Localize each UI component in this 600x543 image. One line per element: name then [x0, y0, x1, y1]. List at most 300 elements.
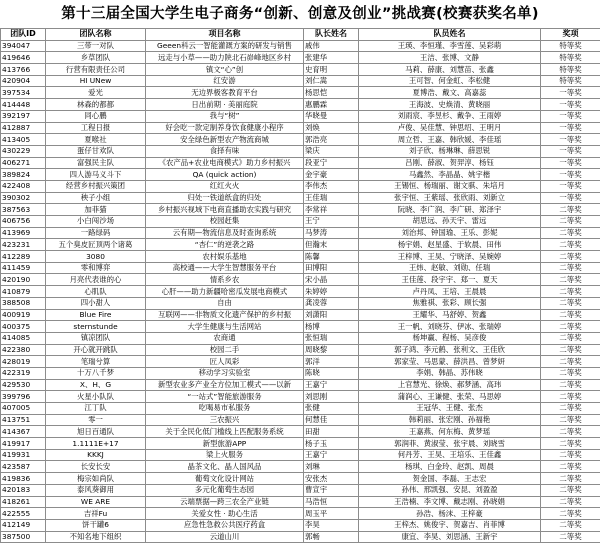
table-row: [1, 227, 600, 239]
cell-team-id: 397534: [1, 87, 46, 99]
cell-project-name: 应急性急救公共医疗药盒: [146, 519, 304, 531]
cell-team-id: 389824: [1, 169, 46, 181]
cell-team-id: 419646: [1, 52, 46, 64]
cell-leader-name: 梁庆: [304, 145, 359, 157]
cell-leader-name: 李昊: [304, 519, 359, 531]
cell-member-names: 韩莉丽、张宏刚、孙福艳: [359, 414, 541, 426]
cell-leader-name: 杨博: [304, 321, 359, 333]
cell-team-name: 四小甜人: [46, 297, 146, 309]
cell-team-name: 富强民主队: [46, 157, 146, 169]
cell-award: 二等奖: [541, 473, 600, 485]
cell-team-id: 419836: [1, 473, 46, 485]
cell-team-name: 行营有限责任公司: [46, 64, 146, 76]
cell-team-id: 413969: [1, 227, 46, 239]
cell-team-name: 不知名地下组织: [46, 531, 146, 543]
table-row: [1, 391, 600, 403]
cell-member-names: 杨宇娟、赵星盛、于软晨、田伟: [359, 239, 541, 251]
cell-leader-name: 何慧佳: [304, 414, 359, 426]
cell-member-names: 上官慧光、徐焕、郝梦涵、高玮: [359, 379, 541, 391]
cell-team-name: KKKJ: [46, 449, 146, 461]
cell-award: 特等奖: [541, 40, 600, 52]
cell-project-name: 大学生健康与生活网站: [146, 321, 304, 333]
cell-project-name: 云端票据—跨三农全产业链: [146, 496, 304, 508]
cell-leader-name: 王宁: [304, 216, 359, 228]
cell-project-name: 镇文“心”创: [146, 64, 304, 76]
cell-member-names: 郭子鸿、李元鹤、张利文、王佳欣: [359, 344, 541, 356]
table-row: [1, 356, 600, 368]
cell-member-names: 李娟、韩晶、苏伟晓: [359, 367, 541, 379]
cell-award: 二等奖: [541, 403, 600, 415]
cell-team-id: 423231: [1, 239, 46, 251]
cell-award: 二等奖: [541, 297, 600, 309]
cell-member-names: 王浩楠、李文博、戴志刚、孙晓娟: [359, 496, 541, 508]
table-row: [1, 134, 600, 146]
table-row: [1, 297, 600, 309]
cell-member-names: 吕刚、薛淑、贺羿淳、杨钰: [359, 157, 541, 169]
cell-leader-name: 华晓曼: [304, 110, 359, 122]
cell-member-names: 王锡恒、杨瑞丽、谢文骐、朱培月: [359, 180, 541, 192]
cell-award: 特等奖: [541, 52, 600, 64]
cell-team-id: 411459: [1, 262, 46, 274]
cell-team-name: 零和博弈: [46, 262, 146, 274]
cell-team-id: 400375: [1, 321, 46, 333]
cell-team-id: 387500: [1, 531, 46, 543]
cell-member-names: 刘子欣、杨琳琳、薛思锐: [359, 145, 541, 157]
cell-project-name: 远走与小草——助力陕北石峁峰地区乡村: [146, 52, 304, 64]
cell-team-name: 长安长安: [46, 461, 146, 473]
cell-team-id: 420904: [1, 75, 46, 87]
cell-leader-name: 陈馨: [304, 251, 359, 263]
cell-team-name: 五个臭皮匠顶两个诸葛: [46, 239, 146, 251]
table-row: [1, 508, 600, 520]
cell-team-id: 400919: [1, 309, 46, 321]
cell-award: 二等奖: [541, 344, 600, 356]
cell-project-name: 我与“树”: [146, 110, 304, 122]
cell-leader-name: 杨子玉: [304, 438, 359, 450]
table-row: [1, 403, 600, 415]
cell-team-name: 加菲猫: [46, 204, 146, 216]
cell-team-name: 心肌队: [46, 286, 146, 298]
cell-project-name: 高校通——大学生智慧服务平台: [146, 262, 304, 274]
cell-team-id: 423587: [1, 461, 46, 473]
cell-team-id: 410879: [1, 286, 46, 298]
cell-award: 二等奖: [541, 438, 600, 450]
cell-team-id: 422319: [1, 367, 46, 379]
cell-leader-name: 张健: [304, 403, 359, 415]
cell-leader-name: 周晓黎: [304, 344, 359, 356]
table-row: [1, 251, 600, 263]
cell-team-name: sternstunde: [46, 321, 146, 333]
cell-team-id: 390302: [1, 192, 46, 204]
cell-member-names: 康宜、李昊、刘思涵、王新宇: [359, 531, 541, 543]
cell-award: 一等奖: [541, 122, 600, 134]
cell-team-id: 413405: [1, 134, 46, 146]
cell-team-name: 吉祥Fu: [46, 508, 146, 520]
cell-member-names: 王嘉燕、何东梅、黄梦瑶: [359, 426, 541, 438]
cell-project-name: Geeen科云一智能灌溉方案的研发与销售: [146, 40, 304, 52]
cell-award: 一等奖: [541, 99, 600, 111]
cell-team-name: 同心鹏: [46, 110, 146, 122]
cell-project-name: 互联网——非物质文化遗产保护的乡村振: [146, 309, 304, 321]
table-row: [1, 274, 600, 286]
cell-team-name: 夏喉社: [46, 134, 146, 146]
cell-leader-name: 刘潇阳: [304, 309, 359, 321]
award-table: [0, 28, 600, 543]
cell-leader-name: 马梦涛: [304, 227, 359, 239]
cell-leader-name: 郭洋: [304, 356, 359, 368]
cell-team-id: 422380: [1, 344, 46, 356]
table-row: [1, 414, 600, 426]
cell-member-names: 王梓博、王昊、宁晓泽、吴婉婷: [359, 251, 541, 263]
cell-project-name: 自由: [146, 297, 304, 309]
cell-team-name: 开心就开跳队: [46, 344, 146, 356]
cell-team-name: 月亮代表谁的心: [46, 274, 146, 286]
cell-project-name: 心肝——助力新疆哈密瓜发展电商模式: [146, 286, 304, 298]
cell-leader-name: 周玉平: [304, 508, 359, 520]
cell-team-name: 镇凉团队: [46, 332, 146, 344]
table-row: [1, 216, 600, 228]
cell-team-id: 422408: [1, 180, 46, 192]
cell-team-name: HI UNew: [46, 75, 146, 87]
table-row: [1, 438, 600, 450]
table-row: [1, 449, 600, 461]
cell-leader-name: 杨思恺: [304, 87, 359, 99]
cell-team-id: 419917: [1, 438, 46, 450]
cell-team-id: 418261: [1, 496, 46, 508]
cell-team-id: 412149: [1, 519, 46, 531]
cell-member-names: 王炜、赵敏、刘勋、任瑞: [359, 262, 541, 274]
cell-team-id: 394047: [1, 40, 46, 52]
cell-project-name: 匠人凤彩: [146, 356, 304, 368]
cell-team-name: 旭日百通队: [46, 426, 146, 438]
cell-award: 二等奖: [541, 461, 600, 473]
cell-award: 二等奖: [541, 239, 600, 251]
cell-award: 二等奖: [541, 379, 600, 391]
cell-member-names: 马莉、薛康、刘慧苗、张鑫: [359, 64, 541, 76]
header-leader-name: 队长姓名: [304, 29, 359, 41]
table-row: [1, 344, 600, 356]
table-row: [1, 145, 600, 157]
cell-member-names: 何丹芳、王昊、王培乐、王佳鑫: [359, 449, 541, 461]
cell-team-id: 414448: [1, 99, 46, 111]
cell-team-name: 十万八千梦: [46, 367, 146, 379]
cell-team-id: 430229: [1, 145, 46, 157]
cell-project-name: 农商通: [146, 332, 304, 344]
cell-project-name: 新型旅游APP: [146, 438, 304, 450]
cell-leader-name: 刘琳: [304, 461, 359, 473]
cell-project-name: 校园赶集: [146, 216, 304, 228]
cell-leader-name: 李伟杰: [304, 180, 359, 192]
cell-member-names: 杨坤赢、程杨、吴彦俊: [359, 332, 541, 344]
table-row: [1, 204, 600, 216]
cell-award: 一等奖: [541, 157, 600, 169]
cell-leader-name: 陈晓: [304, 367, 359, 379]
table-row: [1, 286, 600, 298]
cell-project-name: 三农振兴: [146, 414, 304, 426]
cell-team-name: 林森的都都: [46, 99, 146, 111]
cell-project-name: 乡村振兴视域下电商直播助农实践与研究: [146, 204, 304, 216]
cell-award: 二等奖: [541, 508, 600, 520]
cell-leader-name: 刘思刚: [304, 391, 359, 403]
table-row: [1, 64, 600, 76]
cell-leader-name: 李常祥: [304, 204, 359, 216]
cell-project-name: 梁上火服务: [146, 449, 304, 461]
cell-member-names: 贺金国、李磊、王志宏: [359, 473, 541, 485]
cell-member-names: 王佳莲、段宇宇、郑一、夏天: [359, 274, 541, 286]
table-row: [1, 87, 600, 99]
cell-project-name: 吃喝易市私服务: [146, 403, 304, 415]
cell-team-id: 412289: [1, 251, 46, 263]
cell-project-name: 红红火火: [146, 180, 304, 192]
cell-member-names: 王一帆、刘晓芬、伊冰、张瑞婷: [359, 321, 541, 333]
cell-member-names: 张宇恒、王紫瑶、张欣雨、刘新立: [359, 192, 541, 204]
table-row: [1, 262, 600, 274]
table-row: [1, 484, 600, 496]
cell-award: 二等奖: [541, 414, 600, 426]
cell-leader-name: 张恒瑞: [304, 332, 359, 344]
table-row: [1, 519, 600, 531]
cell-award: 二等奖: [541, 332, 600, 344]
cell-team-id: 414085: [1, 332, 46, 344]
cell-leader-name: 王嘉宁: [304, 379, 359, 391]
cell-team-name: WE ARE: [46, 496, 146, 508]
cell-leader-name: 刘仁嵩: [304, 75, 359, 87]
cell-project-name: 关爱女性 · 助心生活: [146, 508, 304, 520]
table-row: [1, 461, 600, 473]
cell-project-name: 《农产品+农业电商模式》助力乡村振兴: [146, 157, 304, 169]
cell-leader-name: 田博阳: [304, 262, 359, 274]
cell-award: 二等奖: [541, 367, 600, 379]
cell-project-name: “杏仁”的逆袭之路: [146, 239, 304, 251]
cell-project-name: 云道山川: [146, 531, 304, 543]
cell-team-name: 江丁队: [46, 403, 146, 415]
cell-award: 特等奖: [541, 75, 600, 87]
cell-team-id: 407005: [1, 403, 46, 415]
cell-team-id: 392197: [1, 110, 46, 122]
table-row: [1, 169, 600, 181]
cell-team-id: 406271: [1, 157, 46, 169]
table-row: [1, 122, 600, 134]
table-row: [1, 157, 600, 169]
cell-leader-name: 安张杰: [304, 473, 359, 485]
cell-team-id: 412887: [1, 122, 46, 134]
table-row: [1, 332, 600, 344]
cell-award: 二等奖: [541, 216, 600, 228]
cell-team-name: 3080: [46, 251, 146, 263]
table-row: [1, 309, 600, 321]
cell-award: 二等奖: [541, 391, 600, 403]
cell-project-name: 无边界极客教育平台: [146, 87, 304, 99]
cell-project-name: 红安游: [146, 75, 304, 87]
cell-project-name: 葡萄文化设计网站: [146, 473, 304, 485]
cell-award: 一等奖: [541, 192, 600, 204]
cell-award: 一等奖: [541, 87, 600, 99]
cell-project-name: 晶茶文化、晶人国风品: [146, 461, 304, 473]
cell-award: 二等奖: [541, 356, 600, 368]
cell-member-names: 卢丹凤、王培、王晨晨: [359, 286, 541, 298]
cell-member-names: 孙伟、邢凯强、安昆、刘盈盈: [359, 484, 541, 496]
cell-member-names: 王耀华、马舒婷、贺鑫: [359, 309, 541, 321]
cell-project-name: 安全绿色新型农产物流商城: [146, 134, 304, 146]
cell-project-name: 多元化葡萄生态园: [146, 484, 304, 496]
cell-team-id: 388508: [1, 297, 46, 309]
cell-member-names: 郭润菲、黄淑莹、张宇晨、刘晓雪: [359, 438, 541, 450]
cell-project-name: 农村娱乐基地: [146, 251, 304, 263]
cell-award: 二等奖: [541, 321, 600, 333]
cell-team-id: 399796: [1, 391, 46, 403]
table-row: [1, 496, 600, 508]
table-body: [1, 40, 600, 543]
cell-leader-name: 马浩恒: [304, 496, 359, 508]
cell-team-id: 413751: [1, 414, 46, 426]
cell-award: 二等奖: [541, 309, 600, 321]
table-row: [1, 110, 600, 122]
cell-leader-name: 郭畅: [304, 531, 359, 543]
cell-award: 一等奖: [541, 180, 600, 192]
cell-team-id: 420183: [1, 484, 46, 496]
cell-project-name: 情系乡农: [146, 274, 304, 286]
cell-team-id: 406756: [1, 216, 46, 228]
cell-project-name: 校园二手: [146, 344, 304, 356]
cell-member-names: 王洁、张博、文静: [359, 52, 541, 64]
table-row: [1, 321, 600, 333]
cell-team-id: 429530: [1, 379, 46, 391]
cell-member-names: 杨琪、白金玲、赵凯、周晨: [359, 461, 541, 473]
cell-project-name: 移动学习实验室: [146, 367, 304, 379]
cell-team-name: 四人游马义斗下: [46, 169, 146, 181]
cell-team-name: 零一: [46, 414, 146, 426]
cell-leader-name: 龚凌蓉: [304, 297, 359, 309]
cell-leader-name: 刘焕: [304, 122, 359, 134]
header-project-name: 项目名称: [146, 29, 304, 41]
cell-team-id: 420190: [1, 274, 46, 286]
cell-team-id: 428019: [1, 356, 46, 368]
cell-leader-name: 郭浩亮: [304, 134, 359, 146]
table-row: [1, 52, 600, 64]
cell-award: 二等奖: [541, 262, 600, 274]
cell-award: 二等奖: [541, 251, 600, 263]
cell-team-id: 387563: [1, 204, 46, 216]
cell-leader-name: 王嘉宁: [304, 449, 359, 461]
table-row: [1, 426, 600, 438]
cell-award: 一等奖: [541, 145, 600, 157]
cell-leader-name: 惠鹏霖: [304, 99, 359, 111]
cell-award: 二等奖: [541, 496, 600, 508]
table-row: [1, 531, 600, 543]
cell-member-names: 蒲润心、王谦健、张荣、马思婷: [359, 391, 541, 403]
cell-award: 二等奖: [541, 484, 600, 496]
cell-award: 二等奖: [541, 204, 600, 216]
cell-member-names: 郭家莹、马思蒙、薛洪昌、曾梦妍: [359, 356, 541, 368]
cell-award: 二等奖: [541, 426, 600, 438]
cell-award: 二等奖: [541, 531, 600, 543]
cell-leader-name: 曹宣宇: [304, 484, 359, 496]
table-row: [1, 192, 600, 204]
cell-leader-name: 王佳瑞: [304, 192, 359, 204]
cell-team-id: 422555: [1, 508, 46, 520]
cell-leader-name: 金宇豪: [304, 169, 359, 181]
cell-leader-name: 朱婷婷: [304, 286, 359, 298]
cell-member-names: 焦雅祺、张彩、顾长强: [359, 297, 541, 309]
cell-member-names: 刘雨宸、李昱杉、戴争、王雨婷: [359, 110, 541, 122]
header-row: [1, 29, 600, 41]
cell-award: 二等奖: [541, 227, 600, 239]
cell-project-name: QA (quick action): [146, 169, 304, 181]
cell-project-name: 日出前期 · 美丽庭院: [146, 99, 304, 111]
table-row: [1, 379, 600, 391]
cell-team-id: 419931: [1, 449, 46, 461]
cell-member-names: 王梓杰、姚俊宇、贺嘉吉、肖菲博: [359, 519, 541, 531]
table-row: [1, 239, 600, 251]
cell-member-names: 王瑛、李恒瑾、李雪莲、吴彩萌: [359, 40, 541, 52]
cell-award: 一等奖: [541, 110, 600, 122]
cell-award: 二等奖: [541, 519, 600, 531]
cell-award: 一等奖: [541, 169, 600, 181]
table-row: [1, 367, 600, 379]
cell-member-names: 周立哲、王嘉、韩欣媛、李佳瑶: [359, 134, 541, 146]
cell-member-names: 刘治邦、钟国瑜、王乐、彭妮: [359, 227, 541, 239]
cell-team-name: 1.1111E+17: [46, 438, 146, 450]
header-award: 奖项: [541, 29, 600, 41]
cell-leader-name: 宋小晶: [304, 274, 359, 286]
cell-team-name: 饼干罐6: [46, 519, 146, 531]
cell-leader-name: 段亚宁: [304, 157, 359, 169]
cell-team-id: 413766: [1, 64, 46, 76]
cell-member-names: 王可智、何金虹、李松健: [359, 75, 541, 87]
cell-team-name: 爱光: [46, 87, 146, 99]
header-team-id: 团队ID: [1, 29, 46, 41]
cell-project-name: 云有期—物流信息及时查询系统: [146, 227, 304, 239]
table-row: [1, 99, 600, 111]
cell-project-name: 好会吃一款定制养身饮食健康小程序: [146, 122, 304, 134]
cell-member-names: 孙浩、杨沫、王梓豪: [359, 508, 541, 520]
cell-member-names: 卢俊、吴佳慧、钟思绍、王明月: [359, 122, 541, 134]
cell-member-names: 王海波、史焕清、黄晓丽: [359, 99, 541, 111]
header-member-names: 队员姓名: [359, 29, 541, 41]
cell-team-name: 一路绿码: [46, 227, 146, 239]
cell-team-name: 乡草团队: [46, 52, 146, 64]
cell-project-name: 食择有味: [146, 145, 304, 157]
cell-project-name: 新型农业多产业全方位加工模式——以新: [146, 379, 304, 391]
table-row: [1, 40, 600, 52]
cell-team-name: 秧子小组: [46, 192, 146, 204]
cell-team-name: 泰风葵御用: [46, 484, 146, 496]
cell-team-name: 小白闯沙场: [46, 216, 146, 228]
cell-leader-name: 戚伟: [304, 40, 359, 52]
cell-member-names: 王冠华、王健、张杰: [359, 403, 541, 415]
cell-leader-name: 但瀚末: [304, 239, 359, 251]
cell-team-name: 经营乡村振兴策团: [46, 180, 146, 192]
cell-leader-name: 田甜: [304, 426, 359, 438]
cell-project-name: 关于全民化低门槛线上匹配服务系统: [146, 426, 304, 438]
cell-award: 二等奖: [541, 286, 600, 298]
cell-team-name: X、H、G: [46, 379, 146, 391]
cell-team-name: 火星小队队: [46, 391, 146, 403]
header-team-name: 团队名称: [46, 29, 146, 41]
cell-team-name: 三带一对队: [46, 40, 146, 52]
cell-project-name: “一站式”智能旅游服务: [146, 391, 304, 403]
cell-award: 二等奖: [541, 449, 600, 461]
cell-member-names: 马鑫然、李晶晶、姚宇楷: [359, 169, 541, 181]
cell-award: 二等奖: [541, 274, 600, 286]
cell-leader-name: 张建华: [304, 52, 359, 64]
cell-leader-name: 史育明: [304, 64, 359, 76]
cell-member-names: 胡思远、孙天宇、雷远: [359, 216, 541, 228]
table-row: [1, 180, 600, 192]
cell-member-names: 夏博浩、戴文、高嘉蕊: [359, 87, 541, 99]
cell-team-name: Blue Fire: [46, 309, 146, 321]
sheet-title: 第十三届全国大学生电子商务“创新、创意及创业”挑战赛(校赛获奖名单): [0, 0, 600, 28]
